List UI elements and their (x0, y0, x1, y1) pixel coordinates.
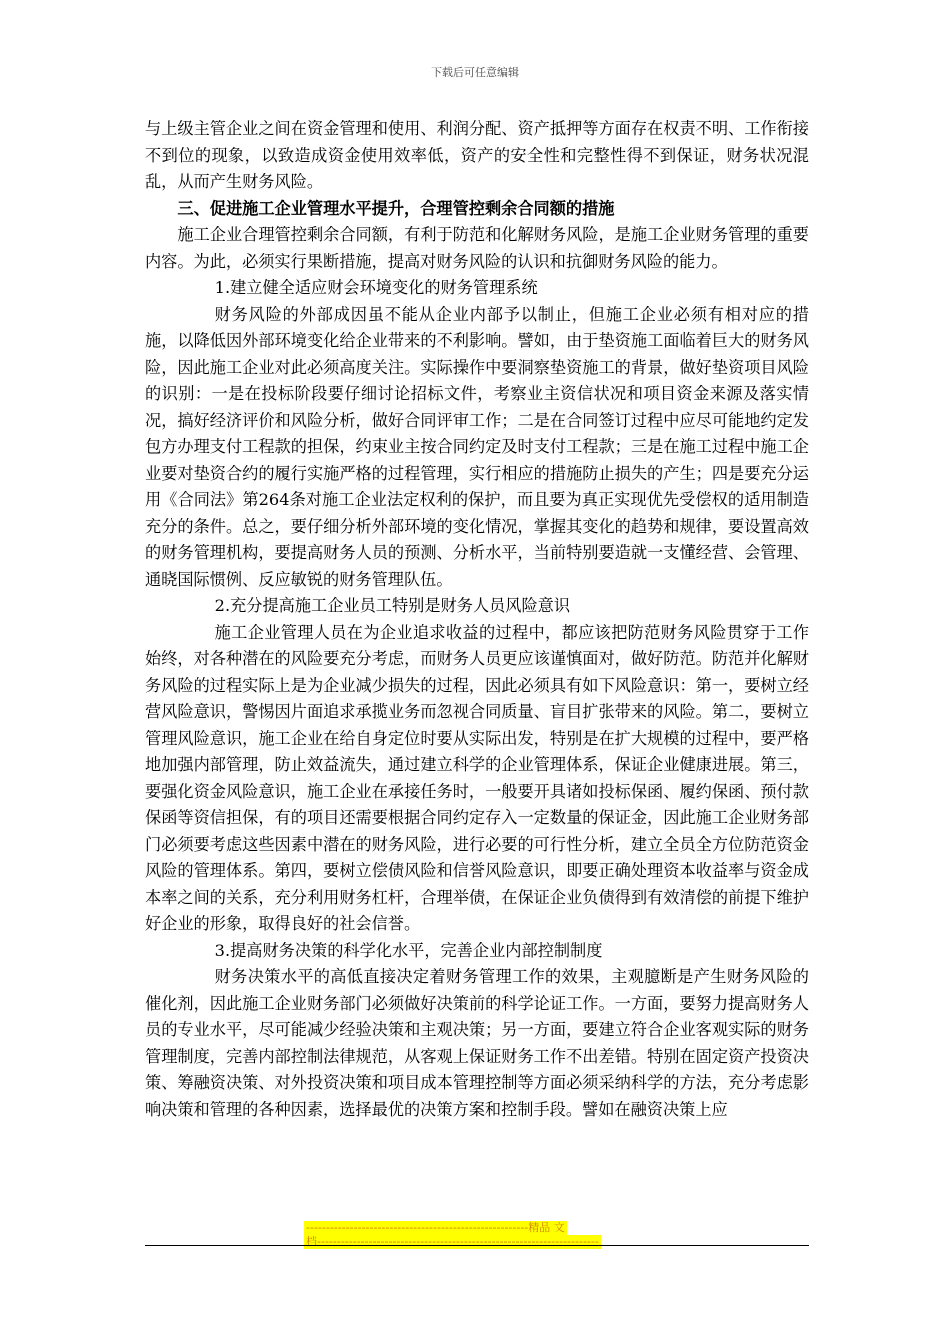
paragraph-1: 财务风险的外部成因虽不能从企业内部予以制止，但施工企业必须有相对应的措施，以降低因外部环境变化给企业带来的不利影响。譬如，由于垫资施工面临着巨大的财务风险，因此施工企业对此必须高度关注。实际操作中要洞察垫资施工的背景，做好垫资项目风险的识别：一是在投标阶段要仔细讨论招标文件，考察业主资信状况和项目资金来源及落实情况，搞好经济评价和风险分析，做好合同评审工作；二是在合同签订过程中应尽可能地约定发包方办理支付工程款的担保，约束业主按合同约定及时支付工程款；三是在施工过程中施工企业要对垫资合约的履行实施严格的过程管理，实行相应的措施防止损失的产生；四是要充分运用《合同法》第264条对施工企业法定权利的保护，而且要为真正实现优先受偿权的适用制造充分的条件。总之，要仔细分析外部环境的变化情况，掌握其变化的趋势和规律，要设置高效的财务管理机构，要提高财务人员的预测、分析水平，当前特别要造就一支懂经营、会管理、通晓国际惯例、反应敏锐的财务管理队伍。 (145, 304, 809, 589)
subheading-1: 1.建立健全适应财会环境变化的财务管理系统 (214, 278, 538, 297)
footer-stamp (0, 1221, 950, 1248)
paragraph-intro: 施工企业合理管控剩余合同额，有利于防范和化解财务风险，是施工企业财务管理的重要内容。为此，必须实行果断措施，提高对财务风险的认识和抗御财务风险的能力。 (145, 225, 809, 271)
paragraph-3: 财务决策水平的高低直接决定着财务管理工作的效果，主观臆断是产生财务风险的催化剂，因此施工企业财务部门必须做好决策前的科学论证工作。一方面，要努力提高财务人员的专业水平，尽可能减少经验决策和主观决策；另一方面，要建立符合企业客观实际的财务管理制度，完善内部控制法律规范，从客观上保证财务工作不出差错。特别在固定资产投资决策、筹融资决策、对外投资决策和项目成本管理控制等方面必须采纳科学的方法，充分考虑影响决策和管理的各种因素，选择最优的决策方案和控制手段。譬如在融资决策上应 (145, 967, 809, 1119)
stamp-line-1: --------------------------------------------------------精品 文 (306, 1221, 565, 1234)
subheading-3: 3.提高财务决策的科学化水平，完善企业内部控制制度 (214, 940, 603, 960)
header-note: 下载后可任意编辑 (431, 66, 519, 79)
stamp-line-2: 档----------------------------------------------------------------------- (306, 1235, 599, 1248)
section-heading: 三、促进施工企业管理水平提升，合理管控剩余合同额的措施 (177, 198, 615, 218)
paragraph-continuation: 与上级主管企业之间在资金管理和使用、利润分配、资产抵押等方面存在权责不明、工作衔接不到位的现象，以致造成资金使用效率低，资产的安全性和完整性得不到保证，财务状况混乱，从而产生财务风险。 (145, 119, 809, 191)
footer-rule (145, 1245, 809, 1246)
paragraph-2: 施工企业管理人员在为企业追求收益的过程中，都应该把防范财务风险贯穿于工作始终，对各种潜在的风险要充分考虑，而财务人员更应该谨慎面对，做好防范。防范并化解财务风险的过程实际上是为企业减少损失的过程，因此必须具有如下风险意识：第一，要树立经营风险意识，警惕因片面追求承揽业务而忽视合同质量、盲目扩张带来的风险。第二，要树立管理风险意识，施工企业在给自身定位时要从实际出发，特别是在扩大规模的过程中，要严格地加强内部管理，防止效益流失，通过建立科学的企业管理体系，保证企业健康进展。第三，要强化资金风险意识，施工企业在承接任务时，一般要开具诸如投标保函、履约保函、预付款保函等资信担保，有的项目还需要根据合同约定存入一定数量的保证金，因此施工企业财务部门必须要考虑这些因素中潜在的财务风险，进行必要的可行性分析，建立全员全方位防范资金风险的管理体系。第四，要树立偿债风险和信誉风险意识，即要正确处理资本收益率与资金成本率之间的关系，充分利用财务杠杆，合理举债，在保证企业负债得到有效清偿的前提下维护好企业的形象，取得良好的社会信誉。 (145, 622, 809, 933)
subheading-2: 2.充分提高施工企业员工特别是财务人员风险意识 (214, 596, 571, 615)
body-text (145, 116, 809, 1123)
